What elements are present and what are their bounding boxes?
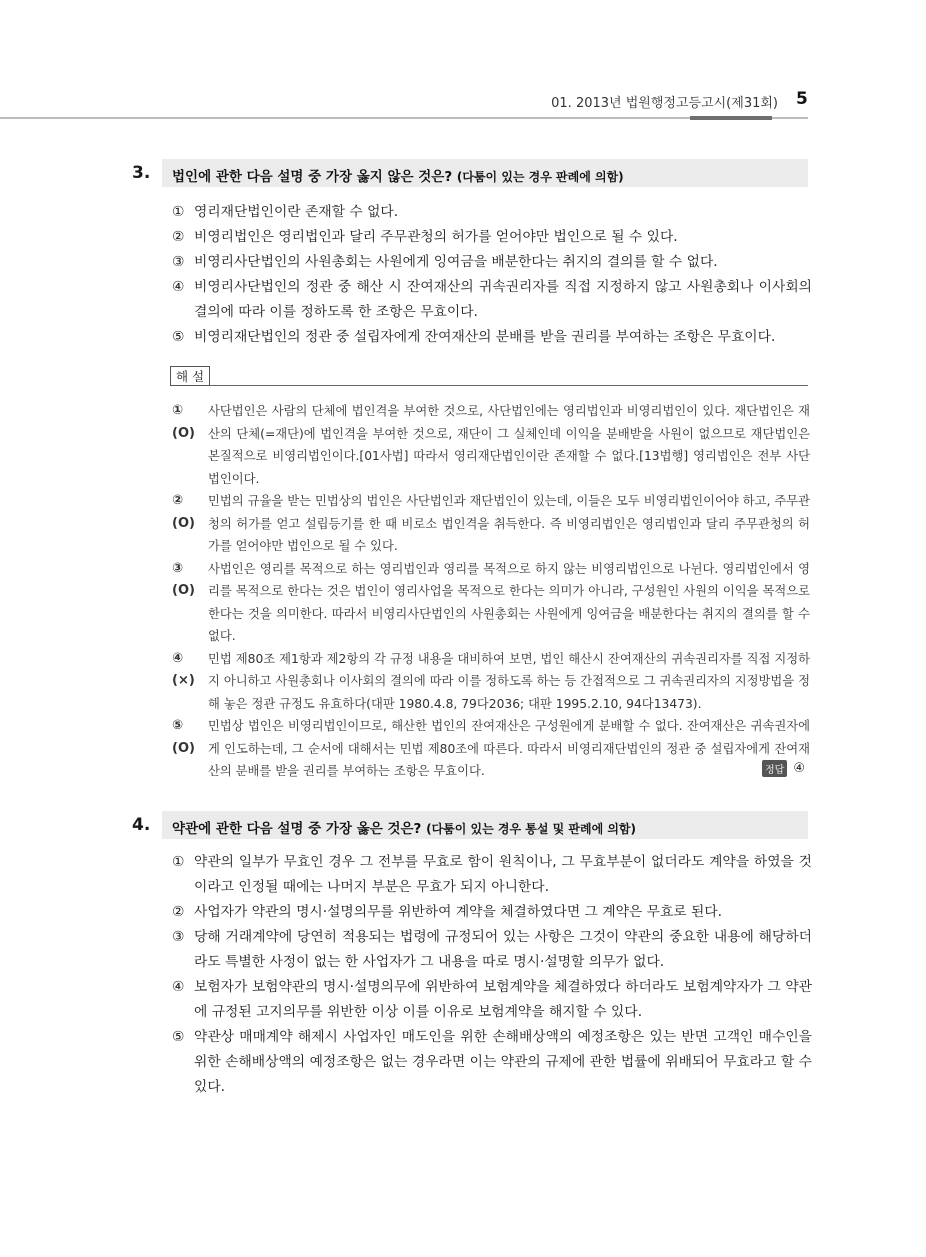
explanation-divider [210,385,808,386]
explanation-item [172,648,810,716]
option-item[interactable] [172,225,812,250]
explanation-item [172,715,810,783]
question-note: (다툼이 있는 경우 통설 및 판례에 의함) [426,822,637,836]
option-item[interactable] [172,250,812,275]
question-text [172,817,636,837]
explanation-text: 사단법인은 사람의 단체에 법인격을 부여한 것으로, 사단법인에는 영리법인과 비영리법인이 있다. 재단법인은 재산의 단체(=재단)에 법인격을 부여한 것으로, 재단이 그 실체인데 이익을 분배받을 사원이 없으므로 재단법인은 본질적으로 비영리법인이다.[01사법] 따라서 영리재단법인이란 존재할 수 없다.[13법행] 영리법인은 전부 사단법인이다. [208,404,810,486]
option-text: 비영리사단법인의 사원총회는 사원에게 잉여금을 배분한다는 취지의 결의를 할 수 없다. [194,254,718,270]
question-number: 4. [132,815,151,835]
header-divider [0,117,808,119]
question-number: 3. [132,163,151,183]
explanation-marker: ② (O) [172,493,195,531]
question-stem: 법인에 관한 다음 설명 중 가장 옳지 않은 것은? [172,169,453,185]
option-text: 비영리재단법인의 정관 중 설립자에게 잔여재산의 분배를 받을 권리를 부여하는 조항은 무효이다. [194,329,776,345]
option-text: 약관의 일부가 무효인 경우 그 전부를 무효로 함이 원칙이나, 그 무효부분이 없더라도 계약을 하였을 것이라고 인정될 때에는 나머지 부분은 무효가 되지 아니한다. [194,854,812,895]
explanation-item [172,490,810,558]
option-marker: ⑤ [172,329,185,345]
option-list [172,850,812,1100]
question-header [162,811,808,839]
option-text: 약관상 매매계약 해제시 사업자인 매도인을 위한 손해배상액의 예정조항은 있는 반면 고객인 매수인을 위한 손해배상액의 예정조항은 없는 경우라면 이는 약관의 규제에 관한 법률에 위배되어 무효라고 할 수 있다. [194,1029,812,1095]
option-item[interactable] [172,200,812,225]
option-item[interactable] [172,325,812,350]
option-list [172,200,812,350]
option-item[interactable] [172,975,812,1025]
explanation-list [172,400,810,783]
option-item[interactable] [172,900,812,925]
question-note: (다툼이 있는 경우 판례에 의함) [456,170,624,184]
option-text: 비영리법인은 영리법인과 달리 주무관청의 허가를 얻어야만 법인으로 될 수 있다. [194,229,678,245]
header-divider-accent [690,116,772,120]
explanation-text: 민법상 법인은 비영리법인이므로, 해산한 법인의 잔여재산은 구성원에게 분배할 수 없다. 잔여재산은 귀속권자에게 인도하는데, 그 순서에 대해서는 민법 제80조에 따른다. 따라서 비영리재단법인의 정관 중 설립자에게 잔여재산의 분배를 받을 권리를 부여하는 조항은 무효이다. [208,719,810,778]
page-number: 5 [796,89,808,109]
option-item[interactable] [172,275,812,325]
option-marker: ④ [172,979,185,995]
option-text: 사업자가 약관의 명시·설명의무를 위반하여 계약을 체결하였다면 그 계약은 무효로 된다. [194,904,723,920]
explanation-marker: ③ (O) [172,560,195,598]
option-item[interactable] [172,850,812,900]
explanation-text: 민법 제80조 제1항과 제2항의 각 규정 내용을 대비하여 보면, 법인 해산시 잔여재산의 귀속권리자를 직접 지정하지 아니하고 사원총회나 이사회의 결의에 따라 이를 정하도록 하는 등 간접적으로 그 귀속권리자의 지정방법을 정해 놓은 정관 규정도 유효하다(대판 1980.4.8, 79다2036; 대판 1995.2.10, 94다13473). [208,651,810,711]
option-text: 영리재단법인이란 존재할 수 없다. [194,204,399,220]
chapter-title: 01. 2013년 법원행정고등고시(제31회) [551,96,778,111]
explanation-item [172,558,810,648]
explanation-text: 민법의 규율을 받는 민법상의 법인은 사단법인과 재단법인이 있는데, 이들은 모두 비영리법인이어야 하고, 주무관청의 허가를 얻고 설립등기를 한 때 비로소 법인격을 취득한다. 즉 비영리법인은 영리법인과 달리 주무관청의 허가를 얻어야만 법인으로 될 수 있다. [208,494,810,553]
option-marker: ⑤ [172,1029,185,1045]
option-item[interactable] [172,925,812,975]
explanation-item [172,400,810,490]
answer-value: ④ [793,761,805,776]
option-marker: ③ [172,254,185,270]
question-stem: 약관에 관한 다음 설명 중 가장 옳은 것은? [172,821,422,837]
option-marker: ① [172,204,185,220]
explanation-label: 해 설 [170,366,210,386]
option-marker: ① [172,854,185,870]
explanation-marker: ① (O) [172,403,195,441]
option-text: 당해 거래계약에 당연히 적용되는 법령에 규정되어 있는 사항은 그것이 약관의 중요한 내용에 해당하더라도 특별한 사정이 없는 한 사업자가 그 내용을 따로 명시·설명할 의무가 없다. [194,929,812,970]
explanation-marker: ④ (×) [172,650,195,688]
option-text: 비영리사단법인의 정관 중 해산 시 잔여재산의 귀속권리자를 직접 지정하지 않고 사원총회나 이사회의 결의에 따라 이를 정하도록 한 조항은 무효이다. [194,279,812,320]
option-text: 보험자가 보험약관의 명시·설명의무에 위반하여 보험계약을 체결하였다 하더라도 보험계약자가 그 약관에 규정된 고지의무를 위반한 이상 이를 이유로 보험계약을 해지할 수 있다. [194,979,812,1020]
option-marker: ② [172,904,185,920]
option-item[interactable] [172,1025,812,1100]
answer-label: 정답 [762,760,787,777]
option-marker: ④ [172,279,185,295]
explanation-marker: ⑤ (O) [172,718,195,756]
option-marker: ③ [172,929,185,945]
explanation-text: 사법인은 영리를 목적으로 하는 영리법인과 영리를 목적으로 하지 않는 비영리법인으로 나뉜다. 영리법인에서 영리를 목적으로 한다는 것은 법인이 영리사업을 목적으로 한다는 의미가 아니라, 구성원인 사원의 이익을 목적으로 한다는 것을 의미한다. 따라서 비영리사단법인의 사원총회는 사원에게 잉여금을 배분한다는 취지의 결의를 할 수 없다. [208,561,810,643]
question-text [172,165,624,185]
answer-box [762,760,805,777]
question-header [162,159,808,187]
option-marker: ② [172,229,185,245]
